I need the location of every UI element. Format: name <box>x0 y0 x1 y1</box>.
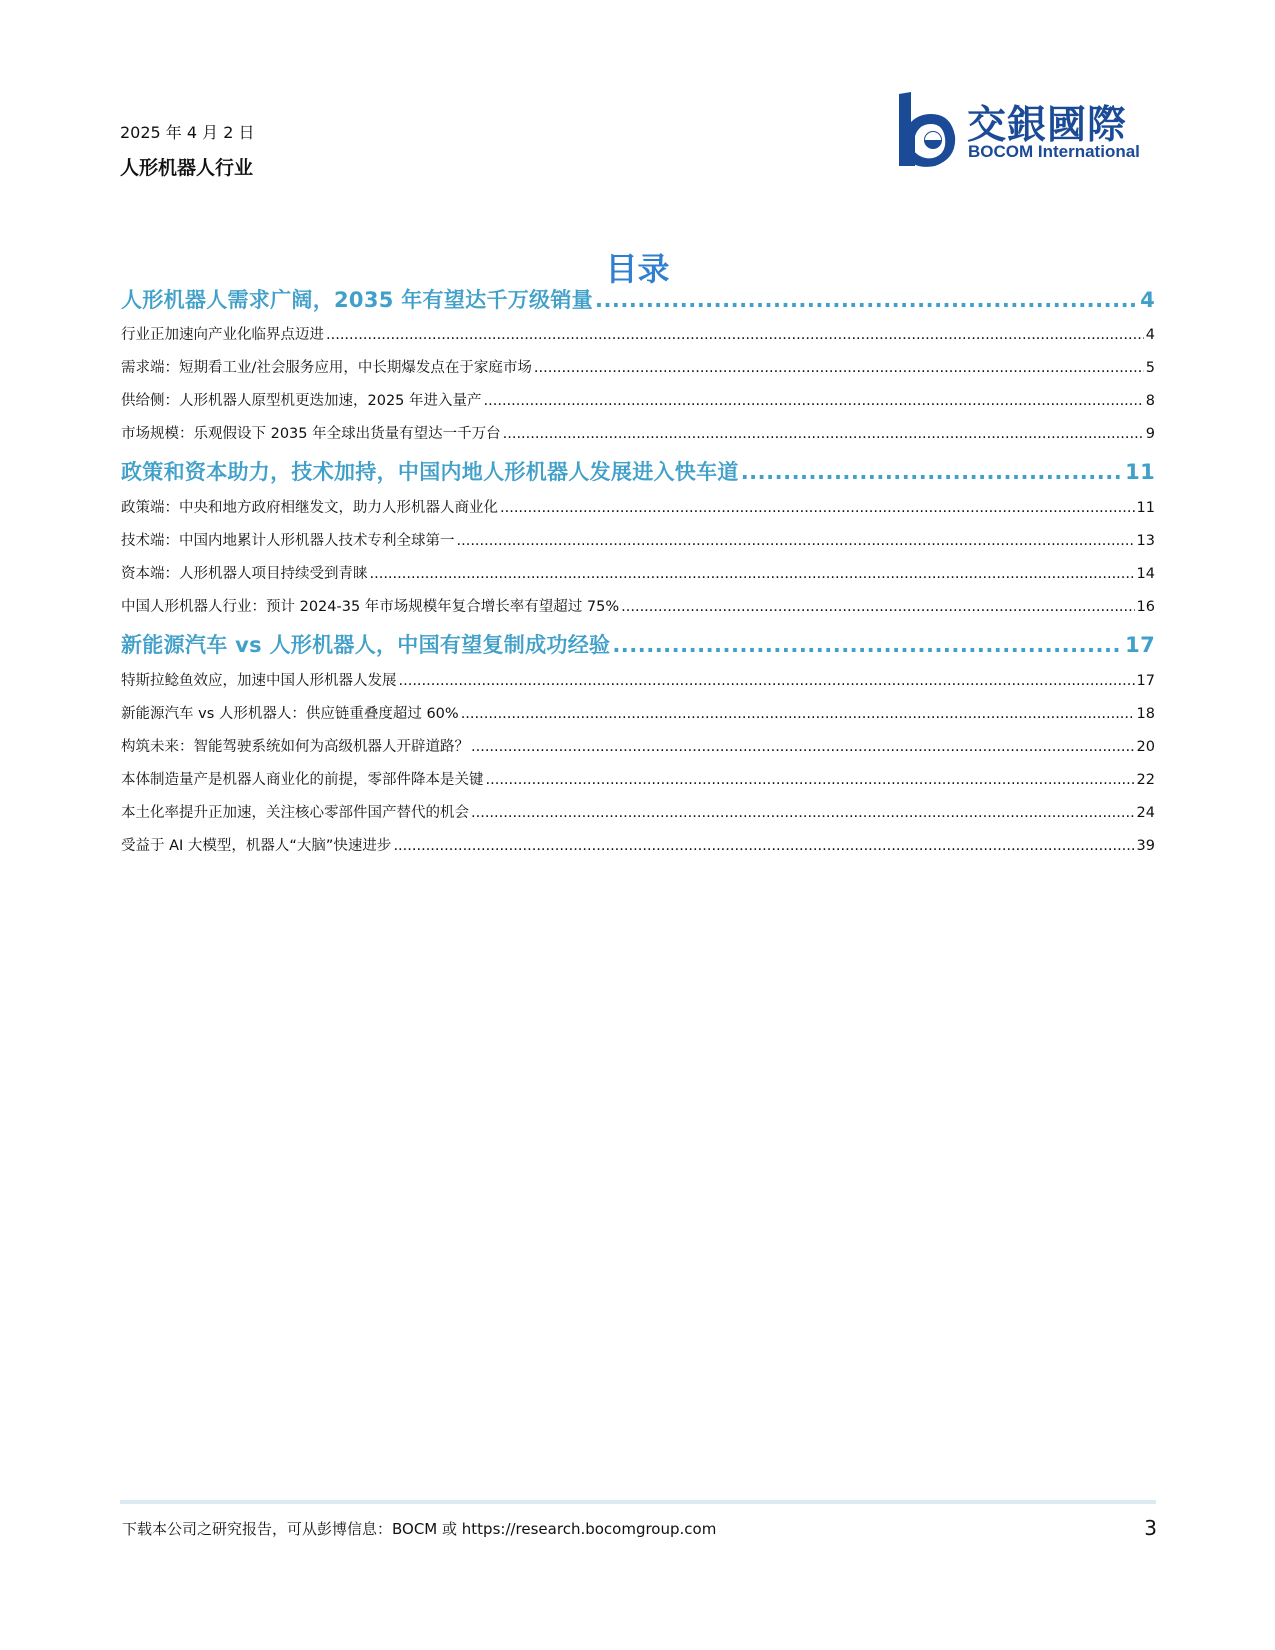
toc-dot-leader <box>484 393 1144 409</box>
logo-chinese-name: 交銀國際 <box>967 103 1128 148</box>
footer-text: 下载本公司之研究报告，可从彭博信息：BOCM 或 https://research.bocomgroup.com <box>122 1520 717 1538</box>
toc-subsection-entry[interactable] <box>121 735 1155 756</box>
toc-subsection-entry[interactable] <box>121 323 1155 344</box>
toc-entry-page: 8 <box>1145 393 1155 409</box>
toc-entry-page: 13 <box>1136 533 1155 549</box>
toc-subsection-entry[interactable] <box>121 496 1155 517</box>
report-industry: 人形机器人行业 <box>120 157 254 179</box>
toc-dot-leader <box>595 288 1138 312</box>
toc-subsection-entry[interactable] <box>121 702 1155 723</box>
toc-entry-title: 政策和资本助力，技术加持，中国内地人形机器人发展进入快车道 <box>121 460 739 484</box>
toc-entry-page: 4 <box>1145 327 1155 343</box>
toc-entry-title: 政策端：中央和地方政府相继发文，助力人形机器人商业化 <box>121 500 498 516</box>
toc-subsection-entry[interactable] <box>121 356 1155 377</box>
toc-entry-page: 5 <box>1145 360 1155 376</box>
toc-dot-leader <box>326 327 1144 343</box>
toc-dot-leader <box>393 838 1134 854</box>
toc-dot-leader <box>503 426 1144 442</box>
toc-entry-title: 本土化率提升正加速，关注核心零部件国产替代的机会 <box>121 805 469 821</box>
toc-dot-leader <box>741 460 1123 484</box>
toc-entry-page: 11 <box>1136 500 1155 516</box>
footer-divider <box>120 1500 1156 1504</box>
toc-entry-page: 39 <box>1136 838 1155 854</box>
toc-subsection-entry[interactable] <box>121 595 1155 616</box>
toc-subsection-entry[interactable] <box>121 834 1155 855</box>
toc-entry-title: 需求端：短期看工业/社会服务应用，中长期爆发点在于家庭市场 <box>121 360 532 376</box>
toc-entry-page: 17 <box>1125 633 1155 657</box>
toc-entry-page: 22 <box>1136 772 1155 788</box>
toc-dot-leader <box>621 599 1134 615</box>
toc-section-entry[interactable] <box>121 284 1155 314</box>
toc-entry-page: 24 <box>1136 805 1155 821</box>
toc-entry-title: 新能源汽车 vs 人形机器人，中国有望复制成功经验 <box>121 633 611 657</box>
toc-entry-title: 特斯拉鲶鱼效应，加速中国人形机器人发展 <box>121 673 397 689</box>
toc-entry-page: 20 <box>1136 739 1155 755</box>
toc-entry-title: 市场规模：乐观假设下 2035 年全球出货量有望达一千万台 <box>121 426 501 442</box>
toc-entry-page: 16 <box>1136 599 1155 615</box>
toc-subsection-entry[interactable] <box>121 669 1155 690</box>
toc-dot-leader <box>461 706 1135 722</box>
toc-entry-title: 受益于 AI 大模型，机器人“大脑”快速进步 <box>121 838 392 854</box>
toc-dot-leader <box>471 805 1135 821</box>
report-date: 2025 年 4 月 2 日 <box>120 123 255 142</box>
toc-entry-page: 4 <box>1140 288 1155 312</box>
toc-dot-leader <box>471 739 1135 755</box>
toc-entry-page: 14 <box>1136 566 1155 582</box>
toc-dot-leader <box>612 633 1123 657</box>
toc-section-entry[interactable] <box>121 456 1155 486</box>
logo-english-name: BOCOM International <box>968 142 1140 161</box>
toc-subsection-entry[interactable] <box>121 529 1155 550</box>
toc-subsection-entry[interactable] <box>121 422 1155 443</box>
bocom-logo <box>893 92 1155 172</box>
page-number: 3 <box>1144 1516 1157 1540</box>
toc-subsection-entry[interactable] <box>121 801 1155 822</box>
toc-dot-leader <box>486 772 1135 788</box>
toc-entry-title: 构筑未来：智能驾驶系统如何为高级机器人开辟道路？ <box>121 739 469 755</box>
toc-entry-title: 行业正加速向产业化临界点迈进 <box>121 327 324 343</box>
toc-entry-title: 人形机器人需求广阔，2035 年有望达千万级销量 <box>121 288 593 312</box>
toc-entry-title: 供给侧：人形机器人原型机更迭加速，2025 年进入量产 <box>121 393 482 409</box>
toc-section-entry[interactable] <box>121 629 1155 659</box>
toc-subsection-entry[interactable] <box>121 768 1155 789</box>
toc-entry-title: 新能源汽车 vs 人形机器人：供应链重叠度超过 60% <box>121 706 459 722</box>
toc-entry-page: 11 <box>1125 460 1155 484</box>
toc-title: 目录 <box>605 250 670 288</box>
toc-dot-leader <box>370 566 1135 582</box>
toc-dot-leader <box>399 673 1135 689</box>
toc-dot-leader <box>534 360 1144 376</box>
toc-entry-title: 中国人形机器人行业：预计 2024-35 年市场规模年复合增长率有望超过 75% <box>121 599 620 615</box>
toc-entry-page: 18 <box>1136 706 1155 722</box>
toc-entry-page: 17 <box>1136 673 1155 689</box>
toc-dot-leader <box>500 500 1135 516</box>
toc-subsection-entry[interactable] <box>121 562 1155 583</box>
toc-entry-page: 9 <box>1145 426 1155 442</box>
toc-dot-leader <box>457 533 1135 549</box>
bocom-logo-mark-icon <box>893 92 961 168</box>
toc-subsection-entry[interactable] <box>121 389 1155 410</box>
toc-entry-title: 资本端：人形机器人项目持续受到青睐 <box>121 566 368 582</box>
toc-entry-title: 本体制造量产是机器人商业化的前提，零部件降本是关键 <box>121 772 484 788</box>
toc-entry-title: 技术端：中国内地累计人形机器人技术专利全球第一 <box>121 533 455 549</box>
